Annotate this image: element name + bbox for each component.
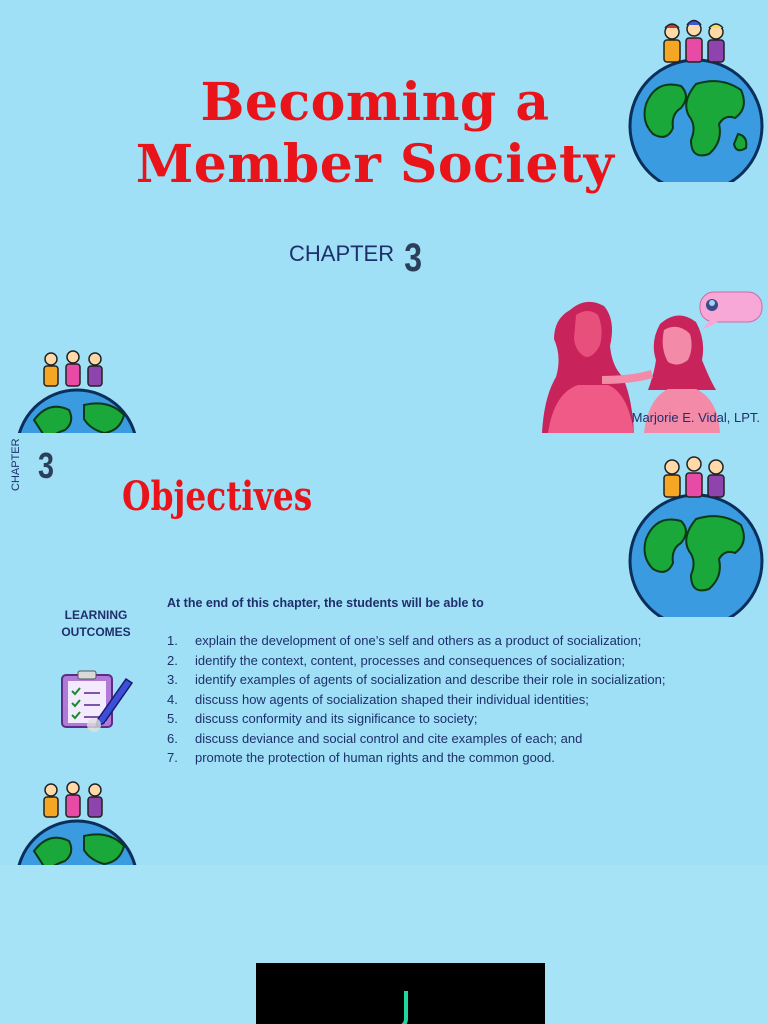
item-number: 4. — [167, 691, 178, 707]
list-item — [167, 653, 727, 669]
objectives-intro: At the end of this chapter, the students will be able to — [167, 596, 484, 610]
checklist-pencil-icon — [58, 665, 134, 733]
item-text: identify examples of agents of socialization and describe their role in socialization; — [195, 672, 666, 687]
objectives-title: Objectives — [122, 473, 313, 520]
globe-kids-icon — [14, 350, 140, 433]
globe-kids-icon — [626, 14, 766, 182]
globe-kids-icon — [626, 449, 766, 617]
chapter-number: 3 — [404, 236, 423, 280]
item-text: discuss deviance and social control and cite examples of each; and — [195, 730, 583, 746]
item-number: 1. — [167, 633, 178, 648]
vertical-chapter-label: CHAPTER — [10, 438, 22, 491]
author-name: Marjorie E. Vidal, LPT. — [631, 410, 760, 425]
item-number: 7. — [167, 750, 178, 765]
list-item — [167, 672, 727, 688]
slide-title — [120, 72, 630, 196]
item-number: 5. — [167, 711, 178, 726]
objectives-slide — [0, 433, 768, 865]
video-thumbnail[interactable] — [256, 963, 545, 1024]
title-line-1: Becoming a — [200, 72, 550, 133]
item-number: 3. — [167, 672, 178, 687]
list-item — [167, 692, 727, 708]
list-item — [167, 731, 727, 747]
item-text: discuss how agents of socialization shaped their individual identities; — [195, 691, 589, 707]
chapter-number: 3 — [38, 445, 55, 486]
title-line-2: Member Society — [135, 134, 615, 195]
item-text: promote the protection of human rights and the common good. — [195, 750, 555, 765]
list-item — [167, 633, 727, 649]
item-number: 2. — [167, 652, 178, 668]
chapter-label: CHAPTER — [289, 241, 395, 266]
learning-outcomes-line-1: LEARNING — [64, 608, 128, 622]
item-text: identify the context, content, processes and consequences of socialization; — [195, 652, 625, 668]
item-text: explain the development of one’s self and others as a product of socialization; — [195, 633, 642, 648]
globe-kids-icon — [14, 781, 140, 865]
list-item — [167, 711, 727, 727]
green-stroke-icon — [394, 991, 408, 1024]
title-slide — [0, 0, 768, 433]
next-slide-preview — [0, 865, 768, 1024]
list-item — [167, 750, 727, 766]
learning-outcomes-label — [56, 607, 136, 641]
learning-outcomes-line-2: OUTCOMES — [61, 625, 131, 639]
objectives-list — [167, 633, 727, 770]
item-text: discuss conformity and its significance to society; — [195, 711, 478, 726]
item-number: 6. — [167, 730, 178, 746]
